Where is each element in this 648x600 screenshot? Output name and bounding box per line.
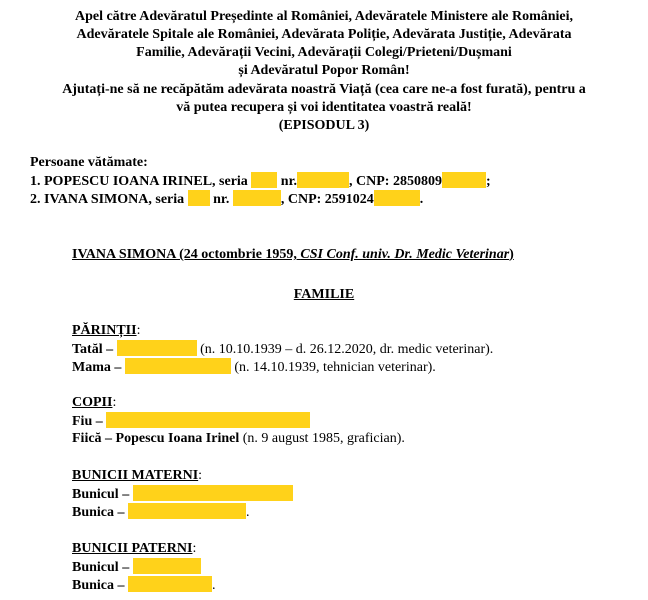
paternal-heading — [72, 540, 196, 557]
mother-label: Mama – — [72, 360, 125, 375]
maternal-colon: : — [198, 468, 203, 483]
maternal-end: . — [246, 505, 250, 520]
victim-2 — [30, 190, 423, 208]
redaction-box — [374, 190, 420, 206]
son-line — [72, 412, 310, 430]
maternal-heading — [72, 467, 202, 484]
redaction-box — [117, 340, 197, 356]
mother-info: (n. 14.10.1939, tehnician veterinar). — [230, 360, 436, 375]
victim-2-end: . — [419, 192, 424, 207]
mother-line — [72, 358, 436, 376]
maternal-grandmother-label: Bunica – — [72, 505, 129, 520]
header-line-3: Familie, Adevărații Vecini, Adevărații Colegi/Prieteni/Dușmani — [136, 45, 512, 60]
parents-colon: : — [136, 323, 141, 338]
children-heading-text: COPII — [72, 395, 113, 410]
redaction-box — [233, 190, 281, 206]
paternal-heading-text: BUNICII PATERNI — [72, 541, 193, 556]
redaction-box — [442, 172, 486, 188]
victim-1-nr: nr. — [277, 174, 298, 189]
daughter-line — [72, 430, 405, 447]
parents-heading-text: PĂRINȚII — [72, 323, 137, 338]
redaction-box — [128, 503, 246, 519]
redaction-box — [251, 172, 277, 188]
paternal-grandfather-line — [72, 558, 201, 576]
redaction-box — [297, 172, 349, 188]
redaction-box — [128, 576, 212, 592]
victim-1 — [30, 172, 491, 190]
episode-label: (EPISODUL 3) — [278, 118, 370, 133]
maternal-grandfather-label: Bunicul – — [72, 487, 133, 502]
maternal-grandfather-line — [72, 485, 293, 503]
father-line — [72, 340, 493, 358]
redaction-box — [125, 358, 231, 374]
victim-1-end: ; — [485, 174, 491, 189]
person-title: CSI Conf. univ. Dr. Medic Veterinar — [300, 247, 510, 262]
paternal-end: . — [212, 578, 216, 593]
family-heading: FAMILIE — [293, 287, 355, 302]
header-line-1: Apel către Adevăratul Președinte al României, Adevăratele Ministere ale României, — [74, 9, 574, 24]
header-line-4: și Adevăratul Popor Român! — [238, 63, 410, 78]
paternal-grandmother-label: Bunica – — [72, 578, 129, 593]
parents-heading — [72, 322, 140, 339]
victim-1-cnp: , CNP: 2850809 — [349, 174, 442, 189]
redaction-box — [106, 412, 310, 428]
person-close: ) — [509, 247, 514, 262]
header-line-6: vă putea recupera și voi identitatea voastră reală! — [176, 100, 472, 115]
victim-2-name: 2. IVANA SIMONA, seria — [30, 192, 188, 207]
children-heading — [72, 394, 116, 411]
paternal-colon: : — [192, 541, 197, 556]
son-label: Fiu – — [72, 414, 107, 429]
father-label: Tatăl – — [72, 342, 117, 357]
header-line-5: Ajutați-ne să ne recăpătăm adevărata noastră Viață (cea care ne-a fost furată), pentru a — [62, 82, 586, 97]
victims-heading: Persoane vătămate: — [30, 155, 148, 170]
paternal-grandmother-line — [72, 576, 216, 594]
victim-2-cnp: , CNP: 2591024 — [280, 192, 374, 207]
daughter-info: (n. 9 august 1985, grafician). — [239, 431, 405, 446]
paternal-grandfather-label: Bunicul – — [72, 560, 133, 575]
redaction-box — [133, 485, 293, 501]
person-name: IVANA SIMONA (24 octombrie 1959, — [72, 247, 301, 262]
father-info: (n. 10.10.1939 – d. 26.12.2020, dr. medic veterinar). — [196, 342, 494, 357]
victim-1-name: 1. POPESCU IOANA IRINEL, seria — [30, 174, 252, 189]
redaction-box — [188, 190, 210, 206]
header-line-2: Adevăratele Spitale ale României, Adevărata Poliție, Adevărata Justiție, Adevărata — [76, 27, 572, 42]
maternal-grandmother-line — [72, 503, 250, 521]
children-colon: : — [112, 395, 117, 410]
maternal-heading-text: BUNICII MATERNI — [72, 468, 199, 483]
victim-2-nr: nr. — [209, 192, 233, 207]
person-heading — [72, 246, 514, 263]
daughter-label: Fiică – Popescu Ioana Irinel — [72, 431, 240, 446]
redaction-box — [133, 558, 201, 574]
